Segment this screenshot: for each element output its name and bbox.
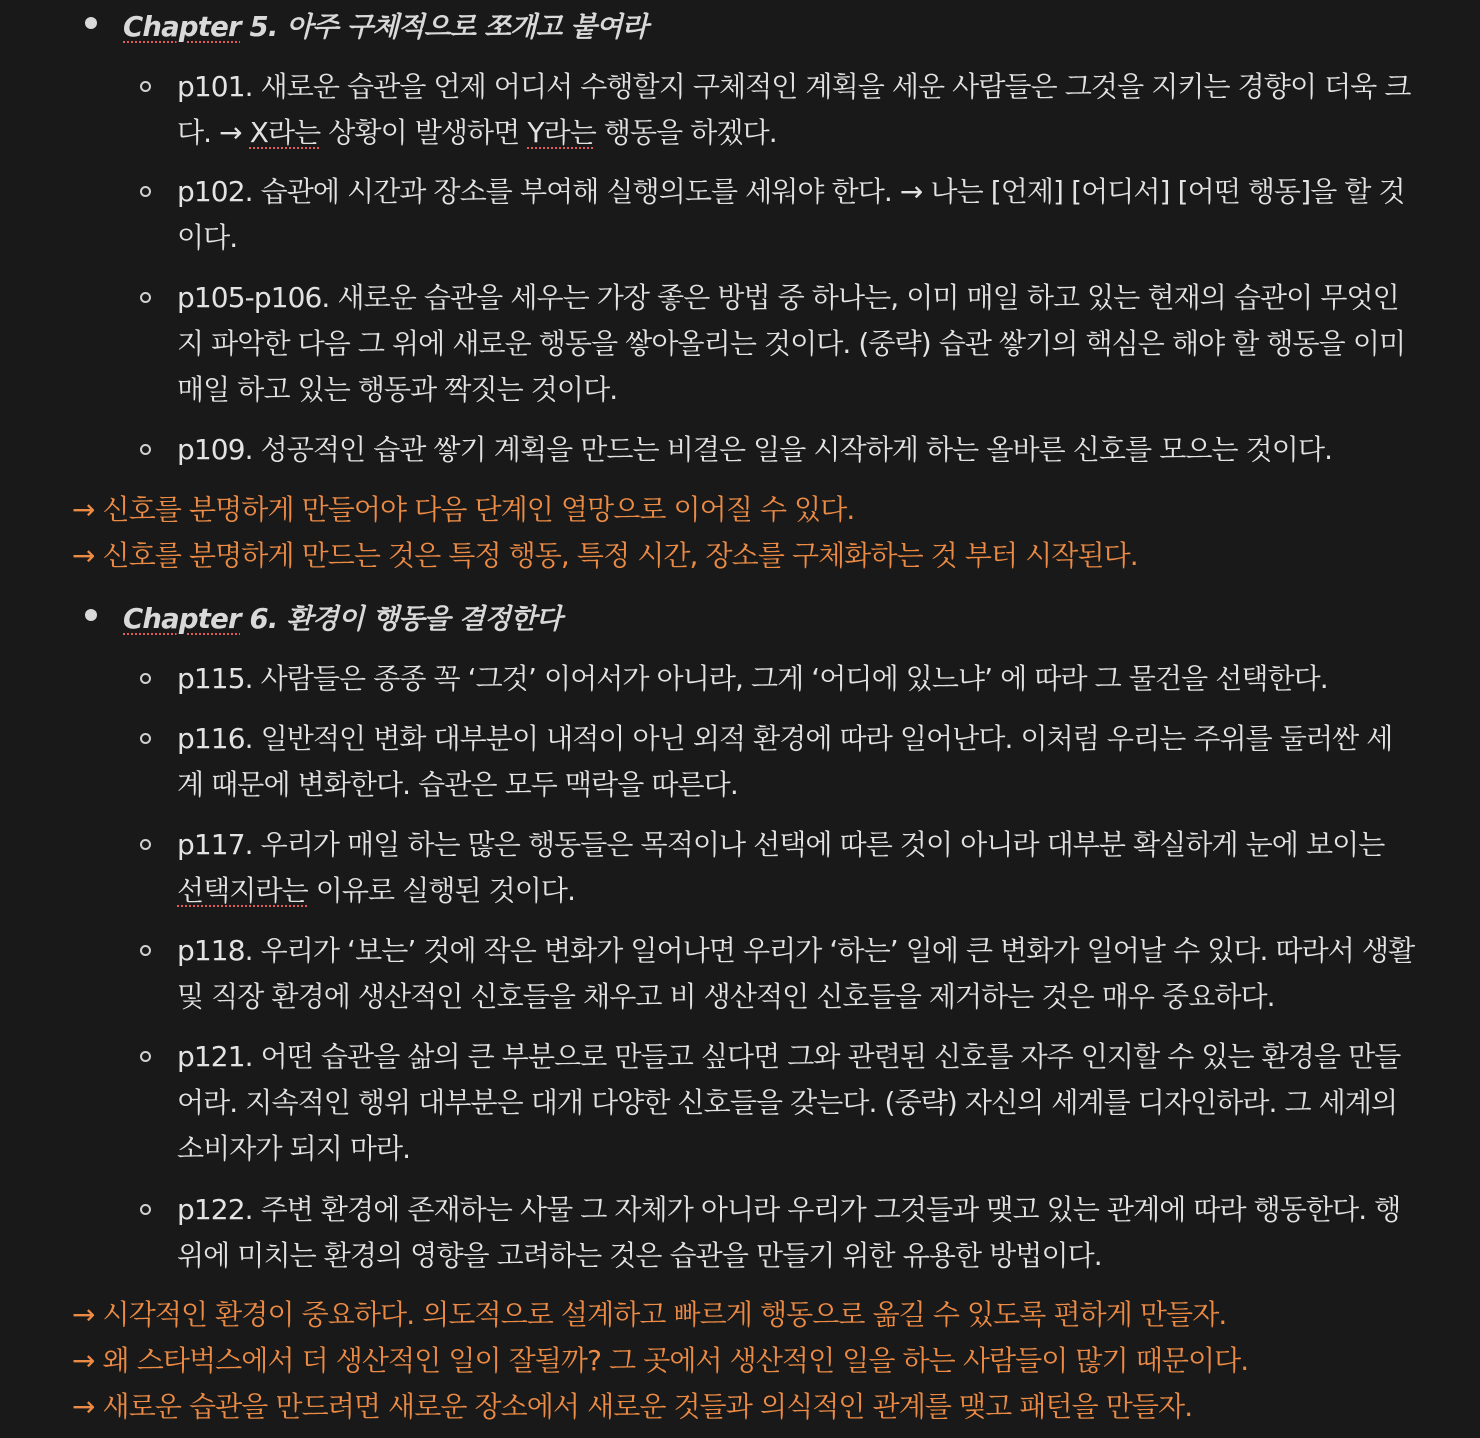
- circle-bullet-icon: [140, 945, 151, 956]
- note-line: → 시각적인 환경이 중요하다. 의도적으로 설계하고 빠르게 행동으로 옮길 수 있도록 편하게 만들자.: [72, 1298, 1227, 1331]
- item-text: p116. 일반적인 변화 대부분이 내적이 아닌 외적 환경에 따라 일어난다. 이처럼 우리는 주위를 둘러싼 세계 때문에 변화한다. 습관은 모두 맥락을 따른다.: [177, 722, 1393, 801]
- chapter-title: Chapter 6. 환경이 행동을 결정한다: [123, 603, 562, 635]
- item-text: p121. 어떤 습관을 삶의 큰 부분으로 만들고 싶다면 그와 관련된 신호를 자주 인지할 수 있는 환경을 만들어라. 지속적인 행위 대부분은 대개 다양한 신호들을 갖는다. (중략) 자신의 세계를 디자인하라. 그 세계의 소비자가 되지 마라.: [177, 1040, 1401, 1165]
- circle-bullet-icon: [140, 292, 151, 303]
- circle-bullet-icon: [140, 1051, 151, 1062]
- bullet-icon: [85, 17, 97, 29]
- item-text: p105-p106. 새로운 습관을 세우는 가장 좋은 방법 중 하나는, 이미 매일 하고 있는 현재의 습관이 무엇인지 파악한 다음 그 위에 새로운 행동을 쌓아올리는 것이다. (중략) 습관 쌓기의 핵심은 해야 할 행동을 이미 매일 하고 있는 행동과 짝짓는 것이다.: [177, 281, 1406, 406]
- spellcheck-word: Chapter: [123, 11, 241, 43]
- circle-bullet-icon: [140, 673, 151, 684]
- bullet-icon: [85, 609, 97, 621]
- circle-bullet-icon: [140, 733, 151, 744]
- circle-bullet-icon: [140, 1204, 151, 1215]
- spellcheck-word: X라는: [249, 116, 321, 149]
- item-text: p109. 성공적인 습관 쌓기 계획을 만드는 비결은 일을 시작하게 하는 올바른 신호를 모으는 것이다.: [177, 433, 1333, 466]
- spellcheck-word: Chapter: [123, 603, 241, 635]
- circle-bullet-icon: [140, 186, 151, 197]
- note-line: → 왜 스타벅스에서 더 생산적인 일이 잘될까? 그 곳에서 생산적인 일을 하는 사람들이 많기 때문이다.: [72, 1344, 1249, 1377]
- item-text: p117. 우리가 매일 하는 많은 행동들은 목적이나 선택에 따른 것이 아니라 대부분 확실하게 눈에 보이는 선택지라는 이유로 실행된 것이다.: [177, 828, 1385, 907]
- spellcheck-word: 선택지라는: [177, 874, 308, 907]
- item-text: p118. 우리가 ‘보는’ 것에 작은 변화가 일어나면 우리가 ‘하는’ 일에 큰 변화가 일어날 수 있다. 따라서 생활 및 직장 환경에 생산적인 신호들을 채우고 비 생산적인 신호들을 제거하는 것은 매우 중요하다.: [177, 934, 1415, 1013]
- item-text: p102. 습관에 시간과 장소를 부여해 실행의도를 세워야 한다. → 나는 [언제] [어디서] [어떤 행동]을 할 것이다.: [177, 175, 1405, 254]
- note-line: → 새로운 습관을 만드려면 새로운 장소에서 새로운 것들과 의식적인 관계를 맺고 패턴을 만들자.: [72, 1390, 1193, 1423]
- item-text: p122. 주변 환경에 존재하는 사물 그 자체가 아니라 우리가 그것들과 맺고 있는 관계에 따라 행동한다. 행위에 미치는 환경의 영향을 고려하는 것은 습관을 만들기 위한 유용한 방법이다.: [177, 1193, 1401, 1272]
- item-text: p101. 새로운 습관을 언제 어디서 수행할지 구체적인 계획을 세운 사람들은 그것을 지키는 경향이 더욱 크다. → X라는 상황이 발생하면 Y라는 행동을 하겠다.: [177, 70, 1411, 149]
- circle-bullet-icon: [140, 839, 151, 850]
- spellcheck-word: Y라는: [527, 116, 596, 149]
- chapter-title: Chapter 5. 아주 구체적으로 쪼개고 붙여라: [123, 11, 648, 43]
- note-line: → 신호를 분명하게 만드는 것은 특정 행동, 특정 시간, 장소를 구체화하는 것 부터 시작된다.: [72, 539, 1138, 572]
- note-line: → 신호를 분명하게 만들어야 다음 단계인 열망으로 이어질 수 있다.: [72, 493, 855, 526]
- circle-bullet-icon: [140, 444, 151, 455]
- item-text: p115. 사람들은 종종 꼭 ‘그것’ 이어서가 아니라, 그게 ‘어디에 있느냐’ 에 따라 그 물건을 선택한다.: [177, 662, 1328, 695]
- circle-bullet-icon: [140, 81, 151, 92]
